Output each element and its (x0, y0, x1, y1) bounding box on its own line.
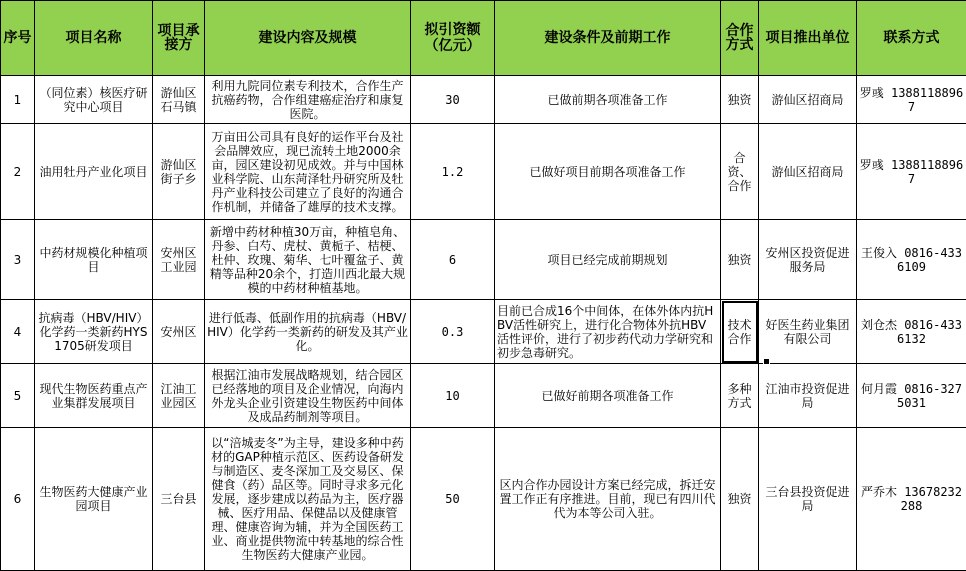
cell-undertaker[interactable]: 游仙区街子乡 (153, 124, 205, 220)
table-row (1, 300, 966, 364)
cell-content[interactable]: 根据江油市发展战略规划，结合园区已经落地的项目及企业情况，向海内外龙头企业引资建设生物医药中间体及成品药制剂等项目。 (205, 364, 411, 428)
cell-name[interactable]: 中药材规模化种植项目 (35, 220, 153, 300)
cell-name[interactable]: 现代生物医药重点产业集群发展项目 (35, 364, 153, 428)
cell-undertaker[interactable]: 安州区工业园 (153, 220, 205, 300)
cell-undertaker[interactable]: 三台县 (153, 428, 205, 571)
cell-promoter[interactable]: 安州区投资促进服务局 (759, 220, 857, 300)
cell-name[interactable]: 油用牡丹产业化项目 (35, 124, 153, 220)
cell-seq[interactable]: 4 (1, 300, 35, 364)
fill-handle[interactable] (763, 358, 770, 365)
cell-conditions[interactable]: 已做前期各项准备工作 (495, 76, 721, 124)
cell-name[interactable]: 抗病毒（HBV/HIV）化学药一类新药HYS1705研发项目 (35, 300, 153, 364)
cell-promoter[interactable]: 游仙区招商局 (759, 76, 857, 124)
table-row (1, 428, 966, 571)
cell-content[interactable]: 以“涪城麦冬”为主导，建设多种中药材的GAP种植示范区、医药设备研发与制造区、麦冬深加工及交易区、保健食（药）品区等。同时寻求多元化发展，逐步建成以药品为主，医疗器械、医疗用品、保健品以及健康管理、健康咨询为辅，并为全国医药工业、商业提供物流中转基地的综合性生物医药大健康产业园。 (205, 428, 411, 571)
header-name: 项目名称 (35, 1, 153, 76)
header-content: 建设内容及规模 (205, 1, 411, 76)
cell-coop-selected[interactable]: 技术合作 (721, 300, 759, 364)
cell-content[interactable]: 利用九院同位素专利技术，合作生产抗癌药物，合作组建癌症治疗和康复医院。 (205, 76, 411, 124)
table-row (1, 220, 966, 300)
cell-contact[interactable]: 严乔木 13678232288 (857, 428, 966, 571)
cell-promoter[interactable]: 三台县投资促进局 (759, 428, 857, 571)
cell-conditions[interactable]: 已做好项目前期各项准备工作 (495, 124, 721, 220)
cell-coop[interactable]: 独资 (721, 220, 759, 300)
cell-name[interactable]: 生物医药大健康产业园项目 (35, 428, 153, 571)
cell-investment[interactable]: 50 (411, 428, 495, 571)
table-row (1, 124, 966, 220)
cell-coop[interactable]: 独资 (721, 428, 759, 571)
cell-promoter[interactable]: 游仙区招商局 (759, 124, 857, 220)
table-row (1, 364, 966, 428)
cell-seq[interactable]: 6 (1, 428, 35, 571)
cell-conditions[interactable]: 已做好前期各项准备工作 (495, 364, 721, 428)
cell-contact[interactable]: 何月霞 0816-3275031 (857, 364, 966, 428)
header-seq: 序号 (1, 1, 35, 76)
cell-conditions[interactable]: 项目已经完成前期规划 (495, 220, 721, 300)
header-conditions: 建设条件及前期工作 (495, 1, 721, 76)
header-promoter: 项目推出单位 (759, 1, 857, 76)
cell-undertaker[interactable]: 江油工业园区 (153, 364, 205, 428)
cell-coop[interactable]: 独资 (721, 76, 759, 124)
cell-undertaker[interactable]: 游仙区石马镇 (153, 76, 205, 124)
cell-investment[interactable]: 30 (411, 76, 495, 124)
cell-coop[interactable]: 多种方式 (721, 364, 759, 428)
cell-content[interactable]: 万亩田公司具有良好的运作平台及社会品牌效应，现已流转土地2000余亩，园区建设初见成效。并与中国林业科学院、山东菏泽牡丹研究所及牡丹产业科技公司建立了良好的沟通合作机制，并储备了雄厚的技术支撑。 (205, 124, 411, 220)
cell-seq[interactable]: 5 (1, 364, 35, 428)
cell-investment[interactable]: 6 (411, 220, 495, 300)
cell-conditions[interactable]: 目前已合成16个中间体，在体外体内抗HBV活性研究上，进行化合物体外抗HBV活性评价，进行了初步药代动力学研究和初步急毒研究。 (495, 300, 721, 364)
header-row (1, 1, 966, 76)
header-contact: 联系方式 (857, 1, 966, 76)
cell-investment[interactable]: 1.2 (411, 124, 495, 220)
cell-seq[interactable]: 3 (1, 220, 35, 300)
cell-conditions[interactable]: 区内合作办园设计方案已经完成，拆迁安置工作正有序推进。目前，现已有四川代代为本等公司入驻。 (495, 428, 721, 571)
cell-contact[interactable]: 罗彧 13881188967 (857, 124, 966, 220)
cell-contact[interactable]: 王俊入 0816-4336109 (857, 220, 966, 300)
cell-investment[interactable]: 10 (411, 364, 495, 428)
header-undertaker: 项目承接方 (153, 1, 205, 76)
cell-coop[interactable]: 合资、合作 (721, 124, 759, 220)
cell-investment[interactable]: 0.3 (411, 300, 495, 364)
cell-promoter[interactable]: 江油市投资促进局 (759, 364, 857, 428)
cell-name[interactable]: （同位素）核医疗研究中心项目 (35, 76, 153, 124)
cell-content[interactable]: 进行低毒、低副作用的抗病毒（HBV/HIV）化学药一类新药的研发及其产业化。 (205, 300, 411, 364)
header-investment: 拟引资额（亿元） (411, 1, 495, 76)
table-row (1, 76, 966, 124)
cell-contact[interactable]: 罗彧 13881188967 (857, 76, 966, 124)
header-coop: 合作方式 (721, 1, 759, 76)
cell-seq[interactable]: 2 (1, 124, 35, 220)
cell-contact[interactable]: 刘仓杰 0816-4336132 (857, 300, 966, 364)
cell-promoter[interactable]: 好医生药业集团有限公司 (759, 300, 857, 364)
cell-undertaker[interactable]: 安州区 (153, 300, 205, 364)
cell-content[interactable]: 新增中药材种植30万亩，种植皂角、丹参、白芍、虎杖、黄栀子、桔梗、杜仲、玫瑰、菊华、七叶覆盆子、黄精等品种20余个，打造川西北最大规模的中药材种植基地。 (205, 220, 411, 300)
cell-seq[interactable]: 1 (1, 76, 35, 124)
